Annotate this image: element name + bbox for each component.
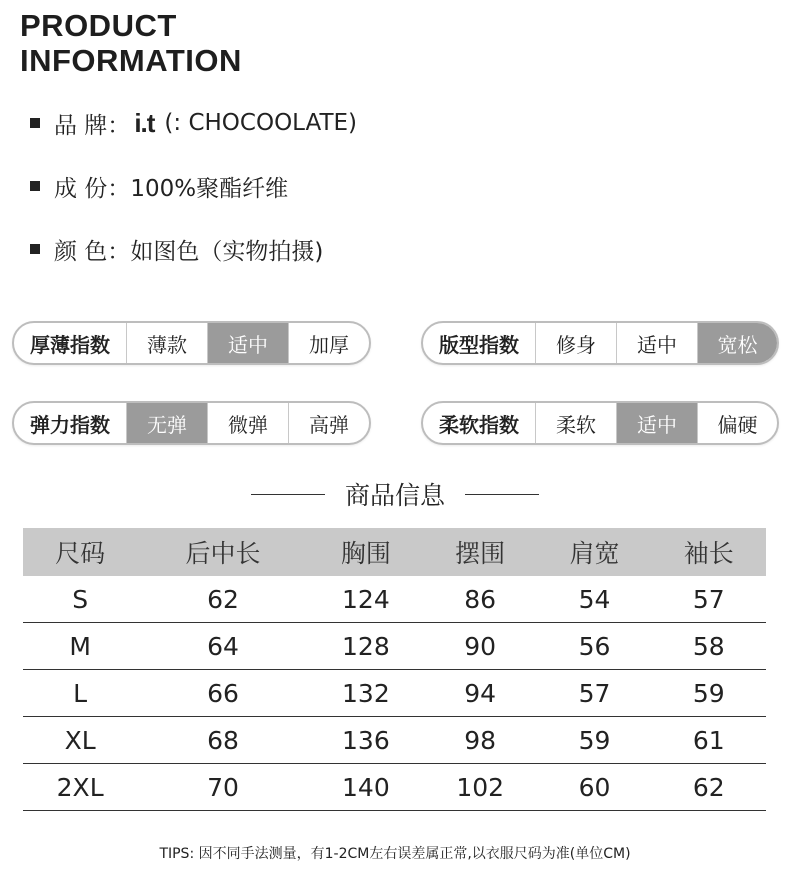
table-cell: 64 (137, 623, 308, 670)
bullet-icon (30, 118, 40, 128)
fit-option-loose: 宽松 (697, 323, 777, 363)
table-cell: XL (23, 717, 137, 764)
size-table (23, 528, 766, 811)
table-cell: 62 (652, 764, 766, 811)
elasticity-index (12, 401, 371, 445)
table-cell: 57 (652, 576, 766, 623)
thickness-option-medium: 适中 (207, 323, 288, 363)
fit-index (421, 321, 779, 365)
tips-note: TIPS: 因不同手法测量，有1-2CM左右误差属正常,以衣服尺码为准(单位CM) (159, 846, 631, 862)
table-row (23, 623, 766, 670)
table-row (23, 717, 766, 764)
brand-logo: i.t (134, 107, 155, 138)
fit-option-regular: 适中 (616, 323, 697, 363)
thickness-index (12, 321, 371, 365)
table-cell: 2XL (23, 764, 137, 811)
table-cell: 62 (137, 576, 308, 623)
color-label: 颜 色： (54, 238, 131, 265)
table-cell: 66 (137, 670, 308, 717)
fit-index-label: 版型指数 (439, 332, 519, 357)
color-row (30, 234, 323, 264)
table-cell: 128 (309, 623, 423, 670)
softness-index (421, 401, 779, 445)
material-value: 100%聚酯纤维 (130, 175, 289, 202)
brand-row (30, 108, 357, 138)
table-cell: 132 (309, 670, 423, 717)
table-cell: 59 (537, 717, 651, 764)
thickness-option-thick: 加厚 (288, 323, 369, 363)
brand-label: 品 牌： (54, 112, 131, 139)
material-label: 成 份： (54, 175, 131, 202)
table-cell: 56 (537, 623, 651, 670)
table-cell: M (23, 623, 137, 670)
table-cell: 68 (137, 717, 308, 764)
divider (251, 494, 325, 495)
divider (465, 494, 539, 495)
brand-value: (: CHOCOOLATE) (164, 110, 358, 136)
table-header-row (23, 528, 766, 576)
column-header: 肩宽 (537, 528, 651, 576)
table-cell: 57 (537, 670, 651, 717)
column-header: 摆围 (423, 528, 537, 576)
table-cell: S (23, 576, 137, 623)
bullet-icon (30, 244, 40, 254)
softness-option-medium: 适中 (616, 403, 697, 443)
fit-option-slim: 修身 (535, 323, 616, 363)
table-row (23, 764, 766, 811)
column-header: 尺码 (23, 528, 137, 576)
elasticity-option-slight: 微弹 (207, 403, 288, 443)
table-cell: 59 (652, 670, 766, 717)
thickness-index-label: 厚薄指数 (30, 332, 110, 357)
table-cell: 94 (423, 670, 537, 717)
column-header: 后中长 (137, 528, 308, 576)
table-cell: 136 (309, 717, 423, 764)
column-header: 袖长 (652, 528, 766, 576)
table-cell: 60 (537, 764, 651, 811)
softness-option-hard: 偏硬 (697, 403, 777, 443)
table-row (23, 576, 766, 623)
section-heading (0, 474, 790, 514)
column-header: 胸围 (309, 528, 423, 576)
table-cell: 70 (137, 764, 308, 811)
elasticity-index-label: 弹力指数 (30, 412, 110, 437)
table-cell: 90 (423, 623, 537, 670)
table-cell: 140 (309, 764, 423, 811)
softness-index-label: 柔软指数 (439, 412, 519, 437)
thickness-option-thin: 薄款 (126, 323, 207, 363)
color-value: 如图色（实物拍摄) (130, 238, 324, 265)
table-cell: 86 (423, 576, 537, 623)
table-cell: 61 (652, 717, 766, 764)
page-title (20, 8, 242, 78)
title-line-1: PRODUCT (20, 8, 177, 43)
softness-option-soft: 柔软 (535, 403, 616, 443)
elasticity-option-high: 高弹 (288, 403, 369, 443)
table-cell: 54 (537, 576, 651, 623)
bullet-icon (30, 181, 40, 191)
table-cell: L (23, 670, 137, 717)
table-cell: 98 (423, 717, 537, 764)
elasticity-option-none: 无弹 (126, 403, 207, 443)
title-line-2: INFORMATION (20, 43, 242, 78)
table-cell: 102 (423, 764, 537, 811)
table-cell: 124 (309, 576, 423, 623)
material-row (30, 171, 288, 201)
section-title: 商品信息 (344, 481, 445, 510)
table-cell: 58 (652, 623, 766, 670)
table-row (23, 670, 766, 717)
